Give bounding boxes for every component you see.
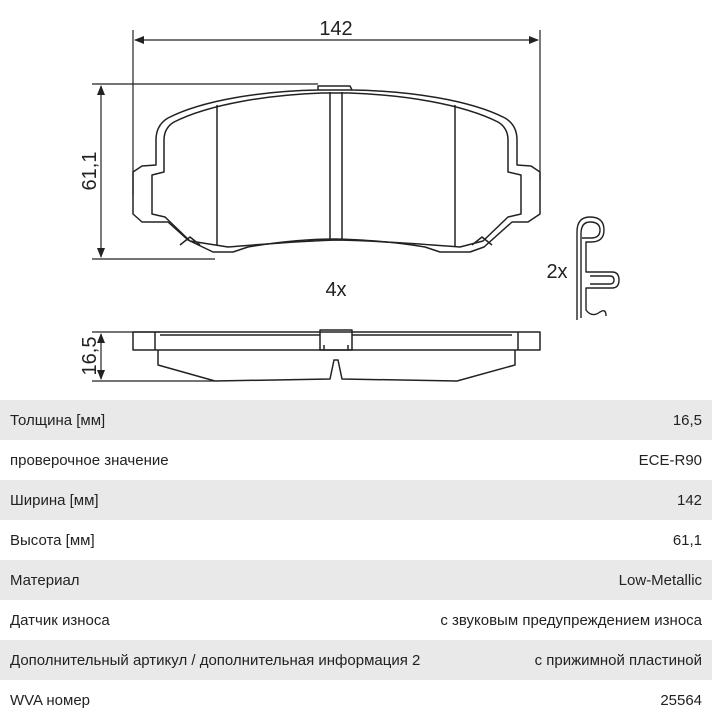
spec-label: WVA номер [10,691,91,709]
thickness-dimension [92,332,215,381]
spec-label: Высота [мм] [10,531,95,549]
table-row [0,560,712,600]
clip-quantity-label: 2x [546,261,568,283]
table-row [0,480,712,520]
spec-label: Датчик износа [10,611,110,629]
spec-value: 61,1 [672,531,703,549]
spec-value: ECE-R90 [638,451,703,469]
width-dimension-label: 142 [319,18,353,40]
spring-clip-view [577,217,619,320]
brake-pad-side-view [133,330,540,381]
spec-value: с звуковым предупреждением износа [440,611,703,629]
height-dimension-label: 61,1 [79,151,101,191]
specifications-table [0,400,712,720]
spec-value: 142 [677,491,703,509]
table-row [0,680,712,720]
thickness-dimension-label: 16,5 [79,336,101,376]
spec-value: 25564 [660,691,703,709]
table-row [0,640,712,680]
spec-label: Материал [10,571,80,589]
spec-value: Low-Metallic [618,571,703,589]
table-row [0,520,712,560]
table-row [0,600,712,640]
spec-label: Дополнительный артикул / дополнительная информация 2 [10,651,421,669]
pad-quantity-label: 4x [325,279,347,301]
table-row [0,400,712,440]
spec-label: Ширина [мм] [10,491,99,509]
brake-pad-front-view [133,86,540,252]
spec-value: с прижимной пластиной [534,651,703,669]
table-row [0,440,712,480]
width-dimension [133,30,540,195]
spec-value: 16,5 [672,411,703,429]
spec-label: Толщина [мм] [10,411,106,429]
spec-label: проверочное значение [10,451,169,469]
